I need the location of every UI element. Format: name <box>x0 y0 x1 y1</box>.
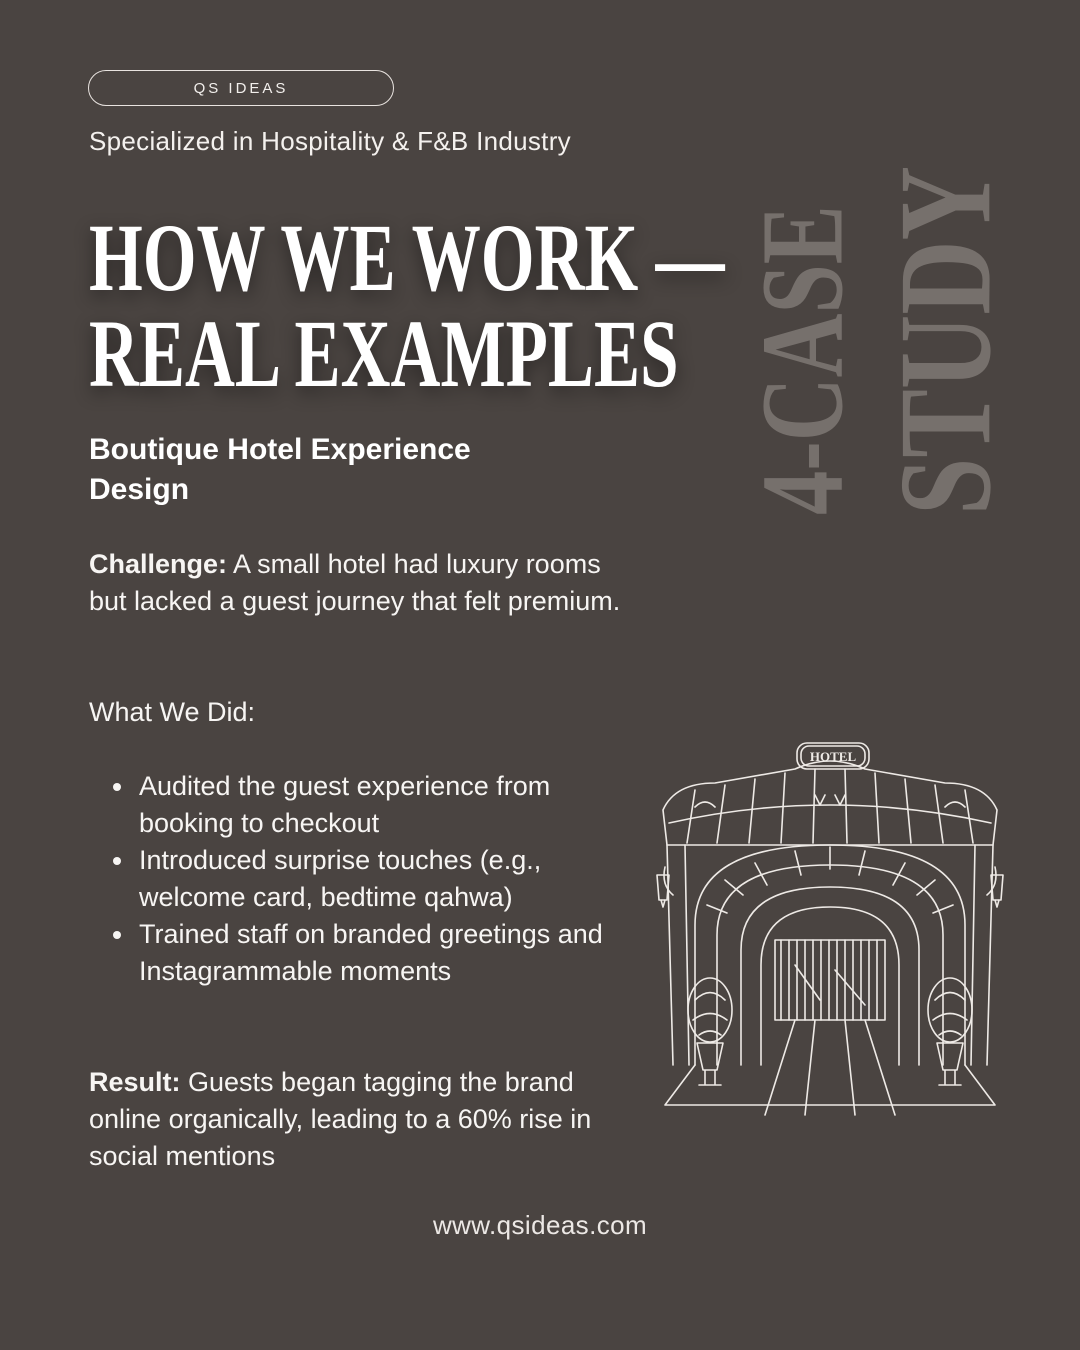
case-subtitle: Boutique Hotel Experience Design <box>89 433 471 506</box>
list-item-text: Trained staff on branded greetings and Instagrammable moments <box>139 919 603 986</box>
challenge-text: A small hotel had luxury rooms but lacked a guest journey that felt premium. <box>89 549 621 616</box>
brand-label: QS IDEAS <box>193 79 289 97</box>
hotel-sign-text: HOTEL <box>809 749 857 764</box>
tagline: Specialized in Hospitality & F&B Industry <box>89 126 571 156</box>
page-title-line-1: HOW WE WORK — <box>89 204 725 311</box>
bullet-icon <box>113 857 121 865</box>
list-item-text: Introduced surprise touches (e.g., welcome card, bedtime qahwa) <box>139 845 542 912</box>
bullet-icon <box>113 783 121 791</box>
result-text: Guests began tagging the brand online organically, leading to a 60% rise in social mentions <box>89 1067 592 1171</box>
list-item-text: Audited the guest experience from booking to checkout <box>139 771 551 838</box>
what-we-did-heading: What We Did: <box>89 697 256 727</box>
actions-list <box>110 768 630 990</box>
brand-pill <box>88 70 394 106</box>
result-label: Result: <box>89 1067 181 1097</box>
side-title-line-1: 4-CASE <box>736 205 868 515</box>
bullet-icon <box>113 931 121 939</box>
hotel-entrance-icon <box>655 735 1005 1125</box>
side-title-line-2: STUDY <box>872 166 1019 515</box>
case-study-side-title <box>736 135 1022 515</box>
list-item <box>110 916 630 990</box>
page-title <box>89 204 725 407</box>
challenge-paragraph <box>89 546 629 620</box>
page-title-line-2: REAL EXAMPLES <box>89 300 679 407</box>
list-item <box>110 842 630 916</box>
website-link[interactable]: www.qsideas.com <box>432 1210 648 1240</box>
result-paragraph <box>89 1064 629 1175</box>
list-item <box>110 768 630 842</box>
challenge-label: Challenge: <box>89 549 228 579</box>
